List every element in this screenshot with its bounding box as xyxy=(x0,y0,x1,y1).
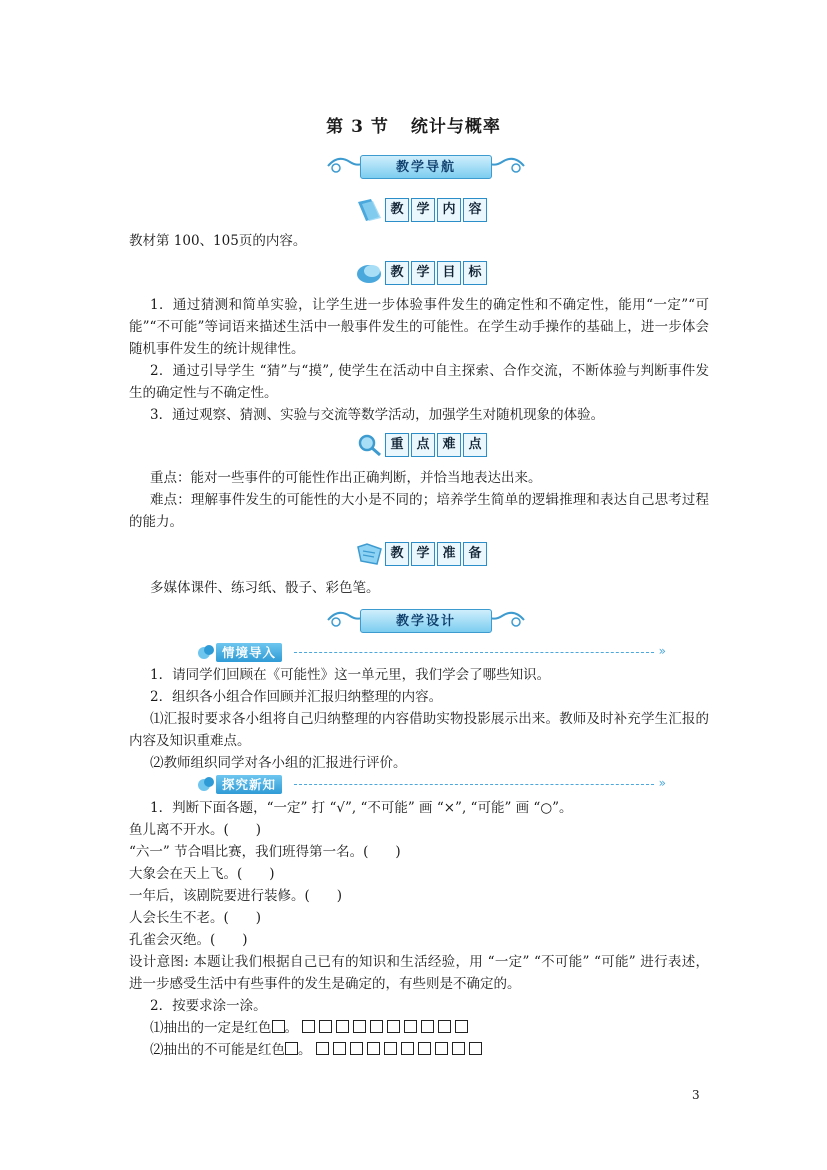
judge-item: 孔雀会灭绝。( ) xyxy=(129,932,248,948)
judge-item: 大象会在天上飞。( ) xyxy=(129,866,275,882)
color-square[interactable] xyxy=(302,1020,315,1033)
double-arrow-icon: » xyxy=(658,776,666,790)
color-square[interactable] xyxy=(316,1042,329,1055)
question-2: 2．按要求涂一涂。 xyxy=(150,998,267,1014)
book-icon xyxy=(355,197,385,223)
color-square[interactable] xyxy=(404,1020,417,1033)
color-square[interactable] xyxy=(418,1042,431,1055)
color-square[interactable] xyxy=(319,1020,332,1033)
color-square[interactable] xyxy=(452,1042,465,1055)
intro-item: ⑴汇报时要求各小组将自己归纳整理的内容借助实物投影展示出来。教师及时补充学生汇报的内容及知识重难点。 xyxy=(129,711,709,749)
header-char: 备 xyxy=(463,542,487,566)
page-title xyxy=(0,112,827,137)
paint-label: ⑵抽出的不可能是红色 xyxy=(150,1042,285,1058)
header-char: 教 xyxy=(385,261,409,285)
color-square[interactable] xyxy=(421,1020,434,1033)
square-group xyxy=(316,1039,486,1061)
color-square[interactable] xyxy=(401,1042,414,1055)
goal-item: 2．通过引导学生 “猜”与“摸”, 使学生在活动中自主探索、合作交流，不断体验与判断事件发生的确定性与不确定性。 xyxy=(129,363,709,401)
goal-item: 1．通过猜测和简单实验，让学生进一步体验事件发生的确定性和不确定性，能用“一定”“可能”“不可能”等词语来描述生活中一般事件发生的可能性。在学生动手操作的基础上，进一步体会随机事件发生的统计规律性。 xyxy=(129,297,709,357)
flower-icon xyxy=(196,775,218,795)
paint-row-2: ⑵抽出的不可能是红色 。 xyxy=(150,1039,730,1061)
color-square[interactable] xyxy=(384,1042,397,1055)
design-intent: 设计意图: 本题让我们根据自己已有的知识和生活经验，用 “一定” “不可能” “可能” 进行表述，进一步感受生活中有些事件的发生是确定的，有些则是不确定的。 xyxy=(129,954,709,992)
intro-item: 1．请同学们回顾在《可能性》这一单元里，我们学会了哪些知识。 xyxy=(150,667,551,683)
tag-label: 探究新知 xyxy=(216,775,282,794)
header-char: 教 xyxy=(385,542,409,566)
paint-label: ⑴抽出的一定是红色 xyxy=(150,1020,272,1036)
color-square[interactable] xyxy=(469,1042,482,1055)
color-square[interactable] xyxy=(370,1020,383,1033)
color-square[interactable] xyxy=(367,1042,380,1055)
color-square[interactable] xyxy=(387,1020,400,1033)
difficulty-point: 难点：理解事件发生的可能性的大小是不同的；培养学生简单的逻辑推理和表达自己思考过程的能力。 xyxy=(129,492,709,530)
color-square xyxy=(272,1020,285,1033)
header-char: 标 xyxy=(463,261,487,285)
intro-item: 2．组织各小组合作回顾并汇报归纳整理的内容。 xyxy=(150,689,443,705)
banner-label: 教学导航 xyxy=(395,160,456,175)
header-char: 学 xyxy=(411,542,435,566)
double-arrow-icon: » xyxy=(658,644,666,658)
prep-text: 多媒体课件、练习纸、骰子、彩色笔。 xyxy=(150,580,380,596)
judge-item: 一年后，该剧院要进行装修。( ) xyxy=(129,888,343,904)
color-square[interactable] xyxy=(333,1042,346,1055)
section-number: 第 3 节 xyxy=(326,117,389,137)
color-square[interactable] xyxy=(435,1042,448,1055)
banner-teaching-nav xyxy=(324,152,528,180)
tag-scenario-intro xyxy=(196,643,666,663)
banner-teaching-design xyxy=(324,606,528,634)
goal-item: 3．通过观察、猜测、实验与交流等数学活动，加强学生对随机现象的体验。 xyxy=(150,407,605,423)
banner-label: 教学设计 xyxy=(395,614,456,629)
header-char: 学 xyxy=(411,261,435,285)
folder-icon xyxy=(355,541,385,567)
color-square[interactable] xyxy=(455,1020,468,1033)
tag-label: 情境导入 xyxy=(216,643,282,662)
pencil-icon xyxy=(355,260,385,286)
judge-item: 鱼儿离不开水。( ) xyxy=(129,822,262,838)
header-char: 重 xyxy=(385,433,409,457)
color-square[interactable] xyxy=(350,1042,363,1055)
header-char: 目 xyxy=(437,261,461,285)
magnifier-icon xyxy=(355,432,385,458)
section-name: 统计与概率 xyxy=(410,117,501,137)
header-char: 容 xyxy=(463,198,487,222)
judge-item: “六一” 节合唱比赛，我们班得第一名。( ) xyxy=(129,844,401,860)
color-square[interactable] xyxy=(353,1020,366,1033)
header-char: 教 xyxy=(385,198,409,222)
color-square xyxy=(285,1042,298,1055)
header-char: 学 xyxy=(411,198,435,222)
question-1: 1．判断下面各题，“一定” 打 “√”, “不可能” 画 “×”, “可能” 画 “○”。 xyxy=(150,800,573,816)
color-square[interactable] xyxy=(336,1020,349,1033)
header-char: 点 xyxy=(463,433,487,457)
header-char: 点 xyxy=(411,433,435,457)
square-group xyxy=(302,1017,472,1039)
header-char: 难 xyxy=(437,433,461,457)
intro-item: ⑵教师组织同学对各小组的汇报进行评价。 xyxy=(150,755,407,771)
header-char: 准 xyxy=(437,542,461,566)
judge-item: 人会长生不老。( ) xyxy=(129,910,262,926)
key-point: 重点：能对一些事件的可能性作出正确判断，并恰当地表达出来。 xyxy=(150,470,542,486)
header-char: 内 xyxy=(437,198,461,222)
paint-row-1: ⑴抽出的一定是红色 。 xyxy=(150,1017,730,1039)
page-number: 3 xyxy=(692,1088,700,1102)
content-text: 教材第 100、105页的内容。 xyxy=(129,233,307,249)
flower-icon xyxy=(196,643,218,663)
tag-explore-new xyxy=(196,775,666,795)
color-square[interactable] xyxy=(438,1020,451,1033)
